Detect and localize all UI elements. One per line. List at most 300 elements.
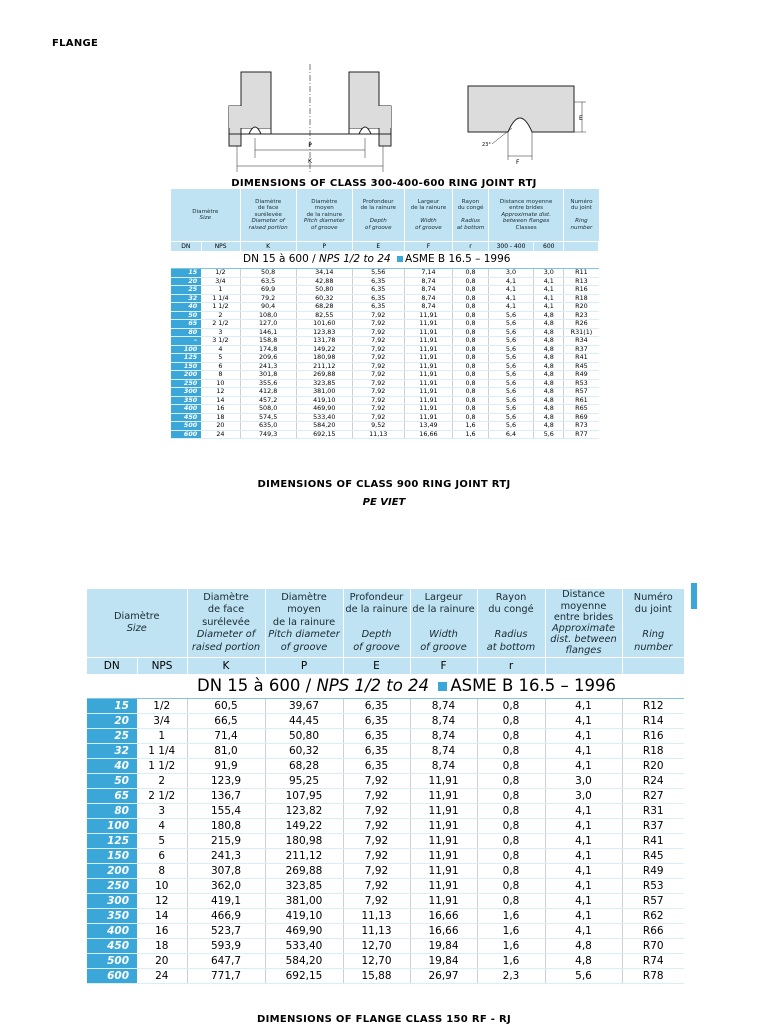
t1-cell: 7,92 — [352, 311, 404, 320]
t2-table-row — [87, 729, 684, 744]
t2-cell: 0,8 — [477, 864, 545, 879]
t1-cell: 11,91 — [404, 354, 453, 363]
t2-cell: 68,28 — [265, 759, 343, 774]
t1-cell: 5,6 — [488, 413, 533, 422]
t1-cell: 11,91 — [404, 345, 453, 354]
t2-cell-nps: 3/4 — [137, 714, 187, 729]
t2-cell-dn: 300 — [87, 894, 137, 909]
t2-cell: 50,80 — [265, 729, 343, 744]
t1-cell: 90,4 — [240, 303, 296, 312]
t2-table-row — [87, 849, 684, 864]
t2-cell: 362,0 — [187, 879, 265, 894]
t1-cell: R41 — [564, 354, 599, 363]
groove-detail-drawing — [462, 80, 592, 170]
t1-cell: 8,74 — [404, 303, 453, 312]
t2-cell: 1,6 — [477, 939, 545, 954]
t2-table-row — [87, 714, 684, 729]
t2-code: r — [477, 658, 545, 675]
t1-cell: 4,8 — [534, 362, 564, 371]
t2-cell: 4,1 — [545, 819, 622, 834]
t1-cell-nps: 1 1/2 — [201, 303, 240, 312]
t2-cell: R18 — [622, 744, 684, 759]
t1-cell: 4,8 — [534, 345, 564, 354]
t2-cell: 4,1 — [545, 864, 622, 879]
t2-cell: 4,1 — [545, 849, 622, 864]
t1-cell: 69,9 — [240, 286, 296, 295]
t1-cell: 4,8 — [534, 328, 564, 337]
t1-cell-dn: 400 — [171, 405, 201, 414]
t1-cell-nps: 3 1/2 — [201, 337, 240, 346]
t1-cell: 4,1 — [488, 277, 533, 286]
t2-cell: 8,74 — [410, 759, 477, 774]
t2-cell: 0,8 — [477, 729, 545, 744]
t1-cell: 4,8 — [534, 337, 564, 346]
t2-cell: 8,74 — [410, 744, 477, 759]
t2-cell: 107,95 — [265, 789, 343, 804]
t2-cell: 4,1 — [545, 699, 622, 714]
t2-cell: 66,5 — [187, 714, 265, 729]
t1-table-row — [171, 362, 599, 371]
t1-cell: 6,35 — [352, 277, 404, 286]
t2-table-row — [87, 834, 684, 849]
t1-header-k: Diamètre de face surélevée Diameter of raised portion — [240, 189, 296, 242]
t1-cell: 4,8 — [534, 405, 564, 414]
t2-standard-band: DN 15 à 600 / NPS 1/2 to 24 ASME B 16.5 – 1996 — [87, 674, 684, 699]
t2-cell: 4,1 — [545, 834, 622, 849]
t1-cell: 9,52 — [352, 422, 404, 431]
t1-cell: 6,4 — [488, 430, 533, 439]
t1-cell: 11,91 — [404, 337, 453, 346]
t1-header-ring: Numéro du joint Ring number — [564, 189, 599, 242]
t1-header-f: Largeur de la rainure Width of groove — [404, 189, 453, 242]
t1-cell: 0,8 — [453, 345, 489, 354]
t2-cell-dn: 450 — [87, 939, 137, 954]
t2-cell: 533,40 — [265, 939, 343, 954]
t1-cell: 4,1 — [534, 286, 564, 295]
t1-cell-dn: 40 — [171, 303, 201, 312]
t2-code — [545, 658, 622, 675]
t1-table-row — [171, 396, 599, 405]
t2-table-row — [87, 909, 684, 924]
t2-cell-nps: 16 — [137, 924, 187, 939]
t2-cell: 6,35 — [343, 744, 410, 759]
t2-cell: 60,32 — [265, 744, 343, 759]
t1-cell: 412,8 — [240, 388, 296, 397]
t1-cell: R16 — [564, 286, 599, 295]
t2-table-row — [87, 864, 684, 879]
t1-cell: 6,35 — [352, 286, 404, 295]
t1-cell: 0,8 — [453, 388, 489, 397]
t1-cell-nps: 5 — [201, 354, 240, 363]
t2-cell: 419,10 — [265, 909, 343, 924]
t1-cell: 3,0 — [488, 269, 533, 278]
t1-cell: R57 — [564, 388, 599, 397]
t2-cell: 7,92 — [343, 834, 410, 849]
accent-bar — [691, 583, 697, 609]
t1-cell: R65 — [564, 405, 599, 414]
t1-cell: 11,91 — [404, 413, 453, 422]
t2-cell: 0,8 — [477, 879, 545, 894]
t2-cell: 16,66 — [410, 909, 477, 924]
t1-cell: 0,8 — [453, 328, 489, 337]
t1-table-row — [171, 354, 599, 363]
t1-header-size: Diamètre Size — [171, 189, 240, 242]
t2-cell: 26,97 — [410, 969, 477, 984]
t2-cell-nps: 6 — [137, 849, 187, 864]
diagram-label-e: E — [579, 115, 583, 122]
t2-table-row — [87, 789, 684, 804]
t2-header-r: Rayon du congé Radius at bottom — [477, 589, 545, 658]
t1-header-p: Diamètre moyen de la rainure Pitch diameter of groove — [296, 189, 352, 242]
t1-cell: 4,1 — [488, 303, 533, 312]
t1-cell-nps: 2 — [201, 311, 240, 320]
t1-cell: 5,6 — [488, 422, 533, 431]
t2-header-k: Diamètre de face surélevée Diameter of raised portion — [187, 589, 265, 658]
t1-cell: 0,8 — [453, 405, 489, 414]
t2-cell: 12,70 — [343, 954, 410, 969]
t2-cell: 381,00 — [265, 894, 343, 909]
t1-cell: 0,8 — [453, 286, 489, 295]
t1-cell: 469,90 — [296, 405, 352, 414]
t2-cell-dn: 65 — [87, 789, 137, 804]
t1-cell-dn: 25 — [171, 286, 201, 295]
t1-cell: 5,6 — [488, 354, 533, 363]
t2-cell-dn: 350 — [87, 909, 137, 924]
t1-cell: 4,1 — [534, 277, 564, 286]
t2-cell-dn: 15 — [87, 699, 137, 714]
t1-cell: 82,55 — [296, 311, 352, 320]
t1-table-row — [171, 294, 599, 303]
table2-subtitle: PE VIET — [362, 497, 406, 508]
t2-header-size: Diamètre Size — [87, 589, 187, 658]
diagram-label-p: P — [308, 142, 312, 149]
t2-code: F — [410, 658, 477, 675]
t2-cell: 11,91 — [410, 849, 477, 864]
t2-cell: 19,84 — [410, 954, 477, 969]
t1-cell: 5,6 — [488, 388, 533, 397]
t2-cell: 241,3 — [187, 849, 265, 864]
t2-cell: 11,91 — [410, 819, 477, 834]
t2-cell: 11,91 — [410, 834, 477, 849]
t2-cell: 0,8 — [477, 699, 545, 714]
t1-table-row — [171, 413, 599, 422]
t1-cell: 8,74 — [404, 294, 453, 303]
t1-cell-nps: 3 — [201, 328, 240, 337]
t2-cell-nps: 1 1/2 — [137, 759, 187, 774]
t1-cell: 241,3 — [240, 362, 296, 371]
t1-cell: 11,91 — [404, 362, 453, 371]
t2-cell: 1,6 — [477, 909, 545, 924]
t1-cell: 34,14 — [296, 269, 352, 278]
t1-cell-dn: 125 — [171, 354, 201, 363]
t2-cell-nps: 1 1/4 — [137, 744, 187, 759]
t1-cell: 4,8 — [534, 379, 564, 388]
t2-header-f: Largeur de la rainure Width of groove — [410, 589, 477, 658]
t2-cell: 11,91 — [410, 789, 477, 804]
t2-cell: 11,91 — [410, 804, 477, 819]
t2-cell-nps: 4 — [137, 819, 187, 834]
t2-cell: 180,98 — [265, 834, 343, 849]
t2-cell: R27 — [622, 789, 684, 804]
t1-table-row — [171, 328, 599, 337]
t1-cell-dn: 250 — [171, 379, 201, 388]
t1-cell: 1,6 — [453, 430, 489, 439]
t1-cell: 7,92 — [352, 337, 404, 346]
t1-cell: 0,8 — [453, 413, 489, 422]
t1-cell: 355,6 — [240, 379, 296, 388]
t1-cell: 5,6 — [488, 337, 533, 346]
t2-cell-nps: 12 — [137, 894, 187, 909]
t1-cell: 5,6 — [488, 379, 533, 388]
t1-cell: 4,8 — [534, 422, 564, 431]
t1-cell: 0,8 — [453, 294, 489, 303]
t2-cell: 4,1 — [545, 894, 622, 909]
t1-cell: 149,22 — [296, 345, 352, 354]
t1-cell: 5,6 — [534, 430, 564, 439]
t2-table-row — [87, 954, 684, 969]
t2-cell: 4,1 — [545, 714, 622, 729]
t1-code: DN — [171, 242, 201, 252]
t2-table-row — [87, 939, 684, 954]
t2-cell: R12 — [622, 699, 684, 714]
t1-cell: 5,6 — [488, 371, 533, 380]
t1-cell: 4,1 — [534, 303, 564, 312]
t2-cell-dn: 150 — [87, 849, 137, 864]
t2-cell-nps: 14 — [137, 909, 187, 924]
t2-cell: 4,1 — [545, 909, 622, 924]
class-300-600-table — [171, 189, 599, 439]
t1-table-row — [171, 269, 599, 278]
t1-cell: 419,10 — [296, 396, 352, 405]
t2-cell: 7,92 — [343, 849, 410, 864]
t1-cell: 4,8 — [534, 354, 564, 363]
t1-cell: 4,8 — [534, 396, 564, 405]
t1-cell-dn: 600 — [171, 430, 201, 439]
diagram-label-angle: 23° — [482, 142, 491, 148]
t2-cell: 7,92 — [343, 864, 410, 879]
t1-table-row — [171, 286, 599, 295]
t2-cell: R20 — [622, 759, 684, 774]
t1-cell: 635,0 — [240, 422, 296, 431]
square-bullet-icon — [438, 682, 447, 691]
t1-cell: 0,8 — [453, 277, 489, 286]
t2-cell-nps: 5 — [137, 834, 187, 849]
t1-cell: 13,49 — [404, 422, 453, 431]
t2-cell-dn: 25 — [87, 729, 137, 744]
t1-cell: R53 — [564, 379, 599, 388]
t2-cell: 16,66 — [410, 924, 477, 939]
t2-cell-dn: 600 — [87, 969, 137, 984]
t1-cell-nps: 24 — [201, 430, 240, 439]
t1-cell: 4,1 — [488, 286, 533, 295]
t2-cell: 91,9 — [187, 759, 265, 774]
t1-cell: 42,88 — [296, 277, 352, 286]
t2-cell: 211,12 — [265, 849, 343, 864]
t2-cell: 11,91 — [410, 879, 477, 894]
t1-cell-nps: 2 1/2 — [201, 320, 240, 329]
t1-cell-nps: 18 — [201, 413, 240, 422]
t1-table-row — [171, 388, 599, 397]
t1-cell: 0,8 — [453, 371, 489, 380]
t1-cell: R11 — [564, 269, 599, 278]
t1-cell: 7,14 — [404, 269, 453, 278]
t2-cell: 523,7 — [187, 924, 265, 939]
t1-cell: R23 — [564, 311, 599, 320]
t1-cell: 0,8 — [453, 311, 489, 320]
t1-cell: 60,32 — [296, 294, 352, 303]
t2-header-ring: Numéro du joint Ring number — [622, 589, 684, 658]
t1-table-row — [171, 379, 599, 388]
t2-cell: 469,90 — [265, 924, 343, 939]
t2-cell-dn: 80 — [87, 804, 137, 819]
t1-cell: 4,8 — [534, 371, 564, 380]
t2-cell: 6,35 — [343, 714, 410, 729]
t1-cell-nps: 8 — [201, 371, 240, 380]
t2-cell: 11,91 — [410, 894, 477, 909]
t1-cell: 50,8 — [240, 269, 296, 278]
t1-cell: 6,35 — [352, 294, 404, 303]
t1-cell: 5,6 — [488, 345, 533, 354]
t1-code: F — [404, 242, 453, 252]
t2-cell: R14 — [622, 714, 684, 729]
t2-cell: 593,9 — [187, 939, 265, 954]
t1-cell: 174,8 — [240, 345, 296, 354]
t2-cell: 123,9 — [187, 774, 265, 789]
t2-cell: 4,8 — [545, 954, 622, 969]
t1-cell: 5,6 — [488, 311, 533, 320]
t2-code-row — [87, 658, 684, 675]
t1-cell-dn: 80 — [171, 328, 201, 337]
t1-cell: 180,98 — [296, 354, 352, 363]
t2-cell: 4,1 — [545, 804, 622, 819]
t1-cell: 7,92 — [352, 345, 404, 354]
t1-code: E — [352, 242, 404, 252]
t2-cell-nps: 8 — [137, 864, 187, 879]
t1-cell: 211,12 — [296, 362, 352, 371]
t1-cell-nps: 16 — [201, 405, 240, 414]
t1-cell: 11,91 — [404, 371, 453, 380]
t1-cell: 533,40 — [296, 413, 352, 422]
t1-header-e: Profondeur de la rainure Depth of groove — [352, 189, 404, 242]
t2-table-row — [87, 804, 684, 819]
t1-table-row — [171, 311, 599, 320]
t2-cell: 3,0 — [545, 774, 622, 789]
t1-cell: 749,3 — [240, 430, 296, 439]
t2-cell: 180,8 — [187, 819, 265, 834]
t1-cell-nps: 1 — [201, 286, 240, 295]
t2-cell: R57 — [622, 894, 684, 909]
t2-table-row — [87, 759, 684, 774]
t1-cell-dn: 65 — [171, 320, 201, 329]
t2-cell: 0,8 — [477, 759, 545, 774]
t1-standard-band: DN 15 à 600 / NPS 1/2 to 24 ASME B 16.5 – 1996 — [171, 251, 599, 269]
t2-cell: 2,3 — [477, 969, 545, 984]
t2-header-distance: Distance moyenne entre brides Approximate dist. between flanges — [545, 589, 622, 658]
t2-cell: 419,1 — [187, 894, 265, 909]
t2-cell: 1,6 — [477, 954, 545, 969]
t2-code: P — [265, 658, 343, 675]
t1-cell: 4,1 — [534, 294, 564, 303]
t2-cell: 7,92 — [343, 894, 410, 909]
t1-cell: 0,8 — [453, 354, 489, 363]
t2-cell-nps: 2 1/2 — [137, 789, 187, 804]
t1-cell-nps: 14 — [201, 396, 240, 405]
t2-cell: 0,8 — [477, 744, 545, 759]
t1-cell: 11,91 — [404, 379, 453, 388]
t1-cell: 0,8 — [453, 320, 489, 329]
t2-cell-nps: 10 — [137, 879, 187, 894]
t2-cell: R62 — [622, 909, 684, 924]
t2-cell: 11,13 — [343, 909, 410, 924]
t2-table-row — [87, 774, 684, 789]
t1-cell-dn: 50 — [171, 311, 201, 320]
t2-cell: R70 — [622, 939, 684, 954]
t2-cell: 4,1 — [545, 744, 622, 759]
t2-cell: 8,74 — [410, 714, 477, 729]
t2-cell: 7,92 — [343, 819, 410, 834]
t2-cell: R45 — [622, 849, 684, 864]
t2-cell: 6,35 — [343, 699, 410, 714]
t2-header-p: Diamètre moyen de la rainure Pitch diameter of groove — [265, 589, 343, 658]
t2-cell: 12,70 — [343, 939, 410, 954]
t2-cell-dn: 400 — [87, 924, 137, 939]
t2-cell: 0,8 — [477, 714, 545, 729]
t1-cell: 11,91 — [404, 405, 453, 414]
t2-cell-dn: 20 — [87, 714, 137, 729]
t2-cell: 6,35 — [343, 729, 410, 744]
t1-cell: 158,8 — [240, 337, 296, 346]
t1-cell: R13 — [564, 277, 599, 286]
t1-cell: R77 — [564, 430, 599, 439]
t1-cell-dn: 150 — [171, 362, 201, 371]
t1-cell: 11,91 — [404, 396, 453, 405]
t2-cell: R66 — [622, 924, 684, 939]
t2-cell: 7,92 — [343, 774, 410, 789]
t2-cell: R53 — [622, 879, 684, 894]
t2-cell-dn: 250 — [87, 879, 137, 894]
t1-header-distance: Distance moyenne entre brides Approximate dist. between flanges Classes — [488, 189, 564, 242]
t1-cell: 3,0 — [534, 269, 564, 278]
t2-cell: 123,82 — [265, 804, 343, 819]
t1-cell: 5,6 — [488, 328, 533, 337]
t2-cell: 11,91 — [410, 774, 477, 789]
t1-code: r — [453, 242, 489, 252]
t1-code: 300 - 400 — [488, 242, 533, 252]
t2-cell: 4,1 — [545, 759, 622, 774]
t1-cell-dn: 350 — [171, 396, 201, 405]
t2-cell-nps: 20 — [137, 954, 187, 969]
table1-title: DIMENSIONS OF CLASS 300-400-600 RING JOINT RTJ — [231, 178, 537, 189]
class-900-table — [87, 589, 685, 984]
t1-cell: 269,88 — [296, 371, 352, 380]
t2-cell-nps: 3 — [137, 804, 187, 819]
t2-cell-nps: 18 — [137, 939, 187, 954]
t1-cell-dn: 200 — [171, 371, 201, 380]
t2-cell: 0,8 — [477, 834, 545, 849]
t1-cell: 7,92 — [352, 328, 404, 337]
t2-cell: 44,45 — [265, 714, 343, 729]
t2-cell: 647,7 — [187, 954, 265, 969]
t2-cell: R41 — [622, 834, 684, 849]
t1-cell: 7,92 — [352, 354, 404, 363]
t1-cell: 5,6 — [488, 396, 533, 405]
t2-cell-dn: 50 — [87, 774, 137, 789]
t1-code: K — [240, 242, 296, 252]
t1-table-row — [171, 371, 599, 380]
t1-cell: R31(1) — [564, 328, 599, 337]
t1-cell: 574,5 — [240, 413, 296, 422]
t1-cell-dn: 500 — [171, 422, 201, 431]
